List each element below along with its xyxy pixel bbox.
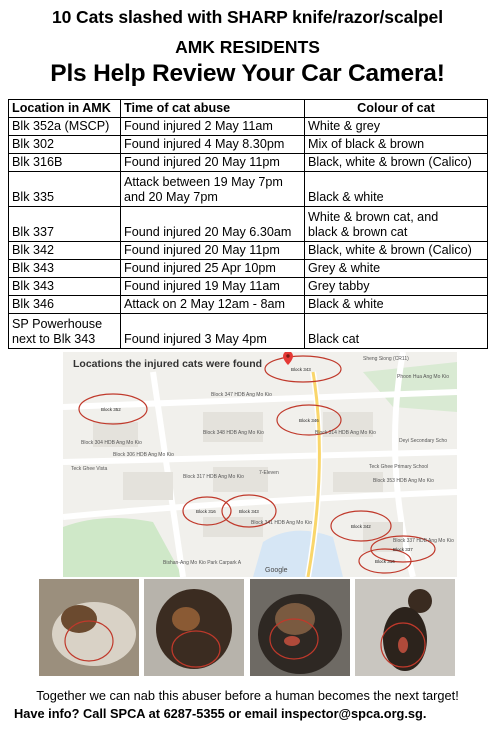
cell-time: Found injured 20 May 11pm (121, 154, 305, 172)
cell-time: Found injured 20 May 11pm (121, 242, 305, 260)
cell-colour: Grey & white (305, 260, 488, 278)
map-label: Block 306 HDB Ang Mo Kio (113, 452, 174, 458)
cell-colour (305, 207, 488, 242)
map-label: Block 316 (375, 559, 395, 564)
map-label: Block 348 HDB Ang Mo Kio (203, 430, 264, 436)
table-row (9, 154, 488, 172)
map-label: Phoon Hua Ang Mo Kio (397, 374, 449, 380)
cell-time (121, 172, 305, 207)
column-header-colour: Colour of cat (305, 100, 488, 118)
cell-colour: Black & white (305, 172, 488, 207)
cell-time: Found injured 2 May 11am (121, 118, 305, 136)
cell-time: Found injured 4 May 8.30pm (121, 136, 305, 154)
table-row (9, 278, 488, 296)
map-label: Block 343 (291, 367, 311, 372)
cell-location-line: SP Powerhouse (12, 317, 103, 331)
map-label: Block 346 (299, 418, 319, 423)
cell-location: Blk 316B (9, 154, 121, 172)
map-label: Block 343 (239, 509, 259, 514)
column-header-time: Time of cat abuse (121, 100, 305, 118)
map-label: Block 316 (196, 509, 216, 514)
table-row (9, 296, 488, 314)
cell-time: Attack on 2 May 12am - 8am (121, 296, 305, 314)
location-map (63, 352, 457, 577)
headline-review-camera: Pls Help Review Your Car Camera! (50, 60, 445, 87)
cat-photo-2 (144, 579, 244, 676)
map-label: Block 337 HDB Ang Mo Kio (393, 538, 454, 544)
google-logo: Google (265, 567, 288, 574)
cell-location-line: next to Blk 343 (12, 332, 96, 346)
table-row (9, 242, 488, 260)
cell-location: Blk 335 (9, 172, 121, 207)
cell-location: Blk 337 (9, 207, 121, 242)
cell-colour: Black cat (305, 314, 488, 349)
cell-time: Found injured 19 May 11am (121, 278, 305, 296)
cat-photo-3 (250, 579, 350, 676)
cell-time: Found injured 25 Apr 10pm (121, 260, 305, 278)
cell-location: Blk 343 (9, 278, 121, 296)
map-label: Bishan-Ang Mo Kio Park Carpark A (163, 560, 242, 566)
cell-colour: Grey tabby (305, 278, 488, 296)
cell-colour-line: White & brown cat, and (308, 210, 439, 224)
table-row (9, 172, 488, 207)
table-row (9, 207, 488, 242)
cat-photo-4 (355, 579, 455, 676)
map-label: 7-Eleven (259, 470, 279, 476)
map-label: Teck Ghee Primary School (369, 464, 429, 470)
map-label: Sheng Siong (CR11) (363, 356, 409, 362)
map-label: Teck Ghee Vista (71, 466, 108, 472)
cell-time: Found injured 3 May 4pm (121, 314, 305, 349)
cell-location (9, 314, 121, 349)
cell-colour: Black & white (305, 296, 488, 314)
cell-location: Blk 343 (9, 260, 121, 278)
map-label: Block 337 (393, 547, 413, 552)
column-header-location: Location in AMK (9, 100, 121, 118)
cell-colour-line: black & brown cat (308, 225, 408, 239)
cell-time-line: Attack between 19 May 7pm (124, 175, 283, 189)
map-label: Block 341 HDB Ang Mo Kio (251, 520, 312, 526)
footer-contact-info: Have info? Call SPCA at 6287-5355 or email inspector@spca.org.sg. (14, 706, 427, 721)
table-row (9, 118, 488, 136)
map-label: Block 352 (101, 407, 121, 412)
cell-location: Blk 342 (9, 242, 121, 260)
headline-cats-slashed: 10 Cats slashed with SHARP knife/razor/scalpel (52, 7, 443, 27)
map-label: Block 314 HDB Ang Mo Kio (315, 430, 376, 436)
cell-colour: Black, white & brown (Calico) (305, 242, 488, 260)
map-title: Locations the injured cats were found (73, 358, 263, 370)
cell-colour: Mix of black & brown (305, 136, 488, 154)
cell-time: Found injured 20 May 6.30am (121, 207, 305, 242)
cell-location: Blk 352a (MSCP) (9, 118, 121, 136)
map-label: Block 317 HDB Ang Mo Kio (183, 474, 244, 480)
table-header-row (9, 100, 488, 118)
cell-time-line: and 20 May 7pm (124, 190, 218, 204)
map-label: Block 347 HDB Ang Mo Kio (211, 392, 272, 398)
map-label: Block 304 HDB Ang Mo Kio (81, 440, 142, 446)
cell-colour: Black, white & brown (Calico) (305, 154, 488, 172)
map-label: Block 342 (351, 524, 371, 529)
cell-location: Blk 346 (9, 296, 121, 314)
map-canvas (63, 352, 457, 577)
footer-call-to-action: Together we can nab this abuser before a human becomes the next target! (36, 688, 459, 703)
map-label: Deyi Secondary Scho (399, 438, 448, 444)
table-row (9, 260, 488, 278)
cat-abuse-table (8, 99, 488, 349)
table-row (9, 314, 488, 349)
cat-photo-1 (39, 579, 139, 676)
cell-location: Blk 302 (9, 136, 121, 154)
table-row (9, 136, 488, 154)
map-label: Block 353 HDB Ang Mo Kio (373, 478, 434, 484)
headline-amk-residents: AMK RESIDENTS (175, 37, 320, 57)
cell-colour: White & grey (305, 118, 488, 136)
